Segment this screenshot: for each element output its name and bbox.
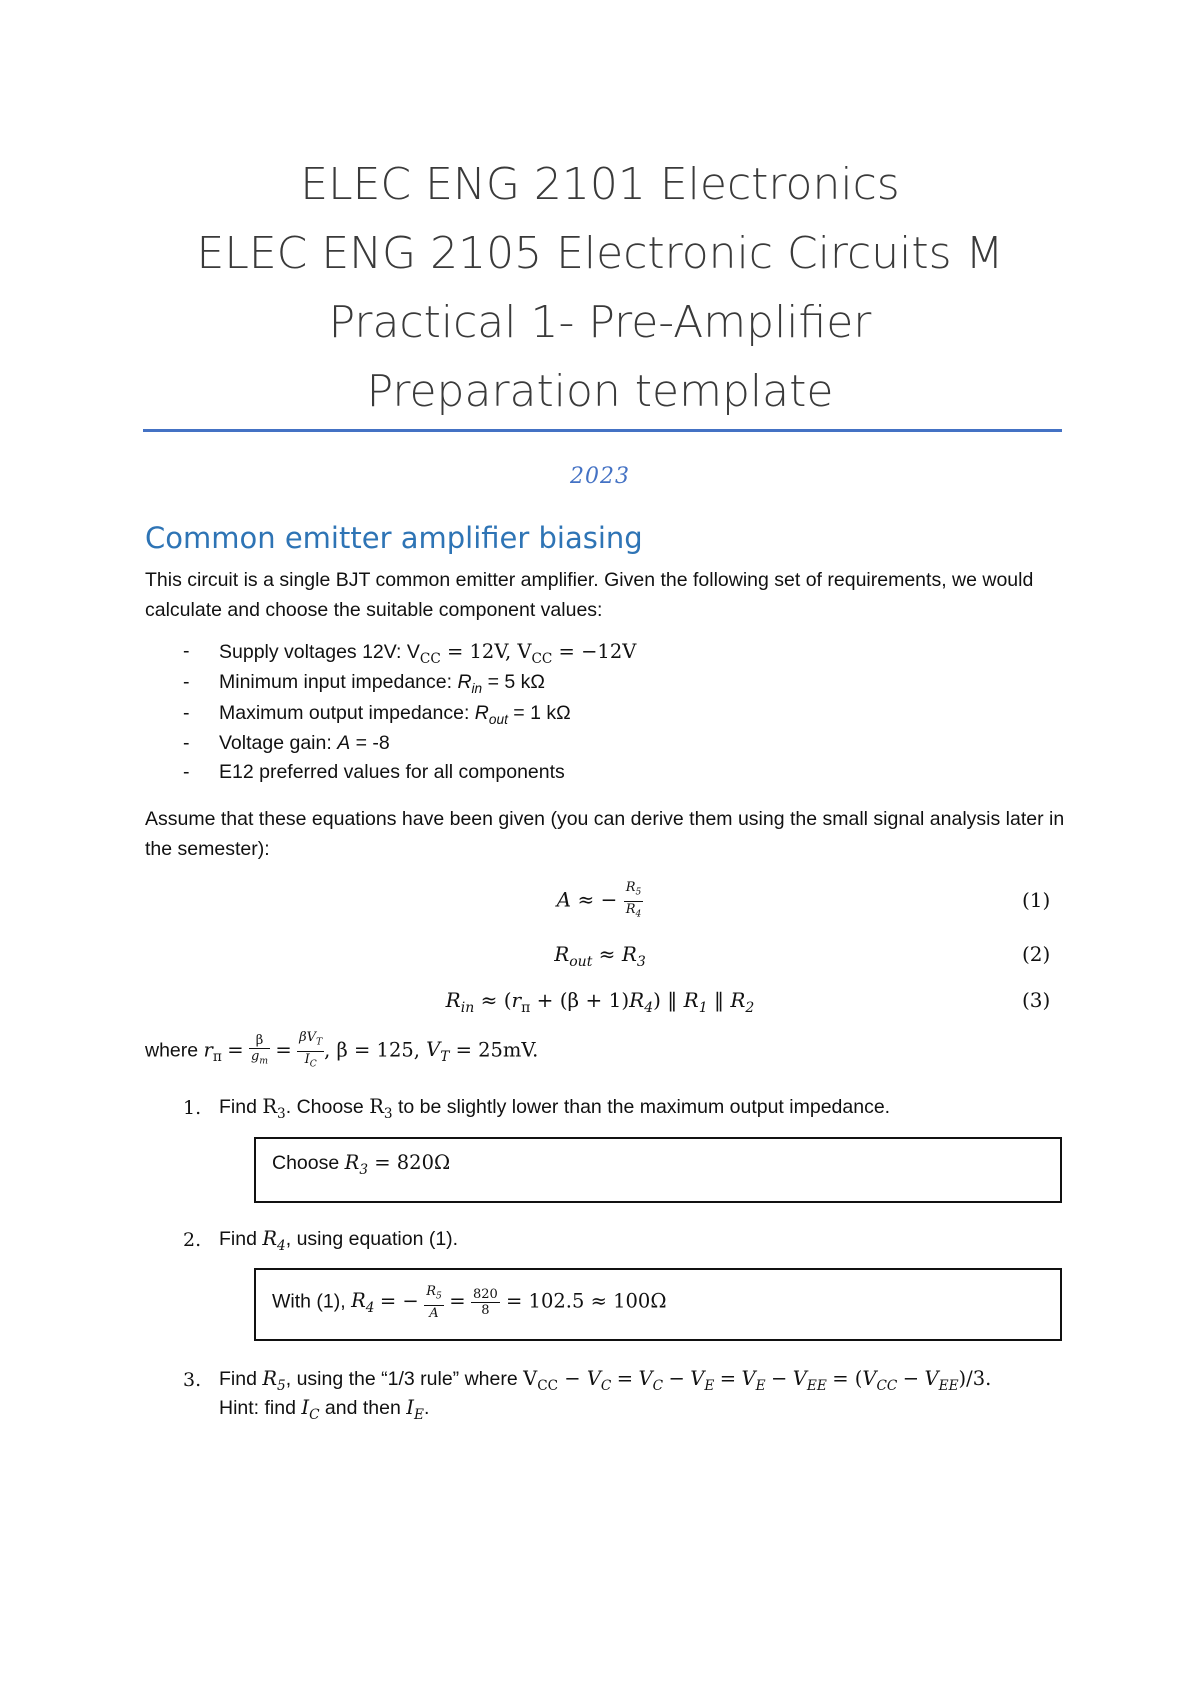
item-2-text: Find $R_4$, using equation (1). [219, 1227, 459, 1254]
equation-3: $R_{in} \approx (r_\pi + (\beta + 1)R_4)$ ‖ $R_1$ ‖ $R_2$ [445, 988, 755, 1016]
bullet-dash: - [183, 640, 190, 662]
where-line: where $r_\pi$ = $\frac{\beta}{g_m}$ = $\frac{\beta V_T}{I_C}$ , β = 125, $V_T = 25mV$. [145, 1030, 539, 1070]
item-3-text: Find $R_5$, using the “1/3 rule” where $V_{CC} - V_C = V_C - V_E = V_E - V_{EE} = (V_{CC} - V_{EE})/3$. [219, 1367, 992, 1394]
item-1-number: 1. [183, 1097, 202, 1119]
template-title: Preparation template [366, 366, 834, 417]
equation-1: A ≈ − $\frac{R_5}{R_4}$ [556, 880, 642, 920]
bullet-dash: - [183, 702, 190, 724]
title-block [0, 150, 1200, 426]
bullet-dash: - [183, 671, 190, 693]
bullet-input-impedance: Minimum input impedance: $R_{in} = 5$ kΩ [219, 671, 545, 696]
bullet-e12: E12 preferred values for all components [219, 761, 565, 783]
equation-2-number: (2) [1022, 942, 1051, 966]
equation-1-number: (1) [1022, 888, 1051, 912]
answer-1: Choose $R_3 = 820\Omega$ [272, 1151, 451, 1178]
section-heading: Common emitter amplifier biasing [145, 521, 643, 555]
practical-title: Practical 1- Pre-Amplifier [328, 297, 872, 348]
course-title-2101: ELEC ENG 2101 Electronics [300, 159, 900, 210]
bullet-output-impedance: Maximum output impedance: $R_{out} = 1$ kΩ [219, 702, 571, 727]
bullet-supply: Supply voltages 12V: $V_{CC} = 12V$, $V_{CC} = -12V$ [219, 640, 637, 667]
intro-paragraph: This circuit is a single BJT common emitter amplifier. Given the following set of requirements, we would calculate and choose the suitable component values: [145, 569, 1034, 621]
course-title-2105: ELEC ENG 2105 Electronic Circuits M [196, 228, 1004, 279]
item-3-hint: Hint: find $I_C$ and then $I_E$. [219, 1396, 430, 1423]
item-3-number: 3. [183, 1369, 202, 1391]
answer-2: With (1), $R_4$ = − $\frac{R_5}{A}$ = $\frac{820}{8}$ = 102.5 ≈ 100Ω [272, 1284, 667, 1321]
item-2-number: 2. [183, 1229, 202, 1251]
equation-2: $R_{out} \approx R_3$ [554, 942, 646, 970]
answer-box-1[interactable] [254, 1137, 1062, 1203]
item-1-text: Find $R_3$. Choose $R_3$ to be slightly lower than the maximum output impedance. [219, 1095, 891, 1122]
assume-paragraph: Assume that these equations have been given (you can derive them using the small signal analysis later in the semester): [145, 808, 1065, 860]
bullet-dash: - [183, 761, 190, 783]
bullet-dash: - [183, 732, 190, 754]
equation-3-number: (3) [1022, 988, 1051, 1012]
bullet-voltage-gain: Voltage gain: A = -8 [219, 732, 390, 754]
title-divider [143, 429, 1062, 432]
answer-box-2[interactable] [254, 1268, 1062, 1341]
year-subtitle: 2023 [570, 464, 630, 489]
